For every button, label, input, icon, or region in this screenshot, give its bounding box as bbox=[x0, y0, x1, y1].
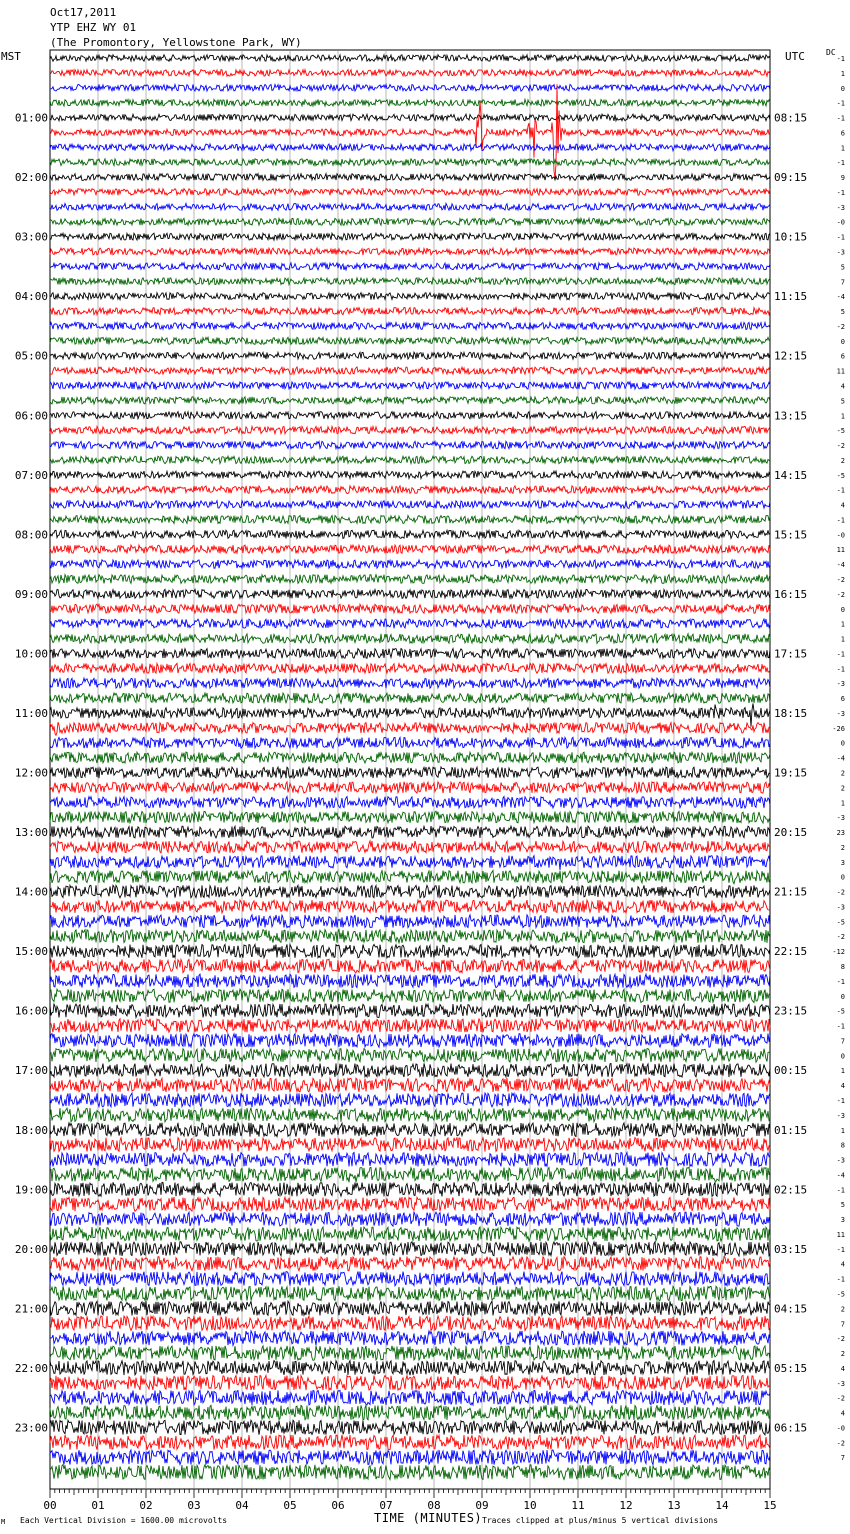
dc-offset-value: -1 bbox=[836, 1096, 845, 1105]
dc-offset-value: 1 bbox=[840, 412, 845, 421]
seismogram-trace bbox=[50, 114, 770, 121]
dc-offset-value: 0 bbox=[840, 337, 845, 346]
seismogram-trace bbox=[50, 915, 770, 928]
dc-offset-value: -1 bbox=[836, 1022, 845, 1031]
mst-hour-label: 22:00 bbox=[14, 1361, 48, 1375]
dc-offset-value: 1 bbox=[840, 1067, 845, 1076]
dc-offset-value: 0 bbox=[840, 992, 845, 1001]
seismogram-trace bbox=[50, 367, 770, 374]
seismogram-trace bbox=[50, 1301, 770, 1315]
utc-hour-label: 15:15 bbox=[774, 528, 808, 542]
seismogram-trace bbox=[50, 456, 770, 463]
mst-hour-label: 07:00 bbox=[14, 468, 48, 482]
dc-offset-value: -5 bbox=[836, 918, 845, 927]
seismogram-trace bbox=[50, 308, 770, 315]
seismogram-trace bbox=[50, 70, 770, 77]
dc-offset-value: 4 bbox=[840, 1364, 845, 1373]
dc-offset-value: 1 bbox=[840, 69, 845, 78]
seismogram-trace bbox=[50, 486, 770, 494]
dc-offset-value: 1 bbox=[840, 620, 845, 629]
dc-offset-value: 5 bbox=[840, 263, 845, 272]
dc-offset-value: -2 bbox=[836, 322, 845, 331]
seismogram-trace bbox=[50, 974, 770, 987]
utc-hour-label: 23:15 bbox=[774, 1004, 808, 1018]
dc-offset-value: -3 bbox=[836, 1156, 845, 1165]
seismogram-trace bbox=[50, 693, 770, 703]
seismogram-trace bbox=[50, 144, 770, 151]
seismogram-trace bbox=[50, 1361, 770, 1376]
seismogram-trace bbox=[50, 337, 770, 344]
utc-hour-label: 11:15 bbox=[774, 290, 808, 304]
dc-offset-value: 8 bbox=[840, 963, 845, 972]
dc-offset-value: 2 bbox=[840, 1305, 845, 1314]
mst-hour-label: 02:00 bbox=[14, 171, 48, 185]
utc-hour-label: 03:15 bbox=[774, 1242, 808, 1256]
seismogram-trace bbox=[50, 678, 770, 688]
dc-offset-value: 7 bbox=[840, 1454, 845, 1463]
x-tick-label: 00 bbox=[43, 1499, 57, 1512]
x-tick-label: 02 bbox=[139, 1499, 153, 1512]
seismogram-trace bbox=[50, 767, 770, 778]
dc-offset-value: -3 bbox=[836, 203, 845, 212]
x-tick-label: 12 bbox=[619, 1499, 633, 1512]
dc-offset-value: -3 bbox=[836, 1379, 845, 1388]
dc-offset-value: -1 bbox=[836, 1245, 845, 1254]
seismogram-trace bbox=[50, 248, 770, 255]
utc-hour-label: 14:15 bbox=[774, 468, 808, 482]
utc-hour-label: 08:15 bbox=[774, 111, 808, 125]
x-tick-label: 14 bbox=[715, 1499, 729, 1512]
x-tick-label: 09 bbox=[475, 1499, 489, 1512]
utc-hour-label: 17:15 bbox=[774, 647, 808, 661]
right-timezone-label: UTC bbox=[785, 50, 805, 63]
seismogram-trace bbox=[50, 649, 770, 659]
seismogram-trace bbox=[50, 1435, 770, 1450]
seismogram-trace bbox=[50, 1346, 770, 1361]
mst-hour-label: 10:00 bbox=[14, 647, 48, 661]
seismogram-trace bbox=[50, 1227, 770, 1241]
dc-offset-value: -3 bbox=[836, 680, 845, 689]
seismogram-trace bbox=[50, 99, 770, 106]
seismogram-trace bbox=[50, 1167, 770, 1182]
utc-hour-label: 18:15 bbox=[774, 706, 808, 720]
seismogram-trace bbox=[50, 1034, 770, 1048]
mst-hour-label: 21:00 bbox=[14, 1302, 48, 1316]
seismogram-trace bbox=[50, 885, 770, 898]
seismogram-trace bbox=[50, 663, 770, 673]
dc-offset-value: 6 bbox=[840, 695, 845, 704]
seismogram-trace bbox=[50, 1197, 770, 1211]
dc-offset-value: -5 bbox=[836, 427, 845, 436]
seismogram-trace bbox=[50, 218, 770, 225]
seismogram-trace bbox=[50, 1286, 770, 1300]
dc-offset-value: 4 bbox=[840, 1409, 845, 1418]
seismogram-trace bbox=[50, 959, 770, 972]
dc-offset-value: 23 bbox=[836, 829, 845, 838]
x-tick-label: 03 bbox=[187, 1499, 201, 1512]
dc-offset-value: -2 bbox=[836, 1439, 845, 1448]
dc-offset-value: 5 bbox=[840, 308, 845, 317]
dc-offset-value: -3 bbox=[836, 248, 845, 257]
dc-offset-value: -3 bbox=[836, 709, 845, 718]
dc-offset-value: -5 bbox=[836, 471, 845, 480]
dc-offset-value: -1 bbox=[836, 159, 845, 168]
mst-hour-label: 16:00 bbox=[14, 1004, 48, 1018]
utc-hour-label: 00:15 bbox=[774, 1064, 808, 1078]
seismogram-trace bbox=[50, 589, 770, 598]
seismogram-trace bbox=[50, 530, 770, 538]
station-id: YTP EHZ WY 01 bbox=[50, 21, 137, 34]
utc-hour-label: 06:15 bbox=[774, 1421, 808, 1435]
mst-hour-label: 04:00 bbox=[14, 290, 48, 304]
dc-offset-value: -1 bbox=[836, 1186, 845, 1195]
utc-hour-label: 22:15 bbox=[774, 945, 808, 959]
seismogram-trace bbox=[50, 737, 770, 748]
utc-hour-label: 21:15 bbox=[774, 885, 808, 899]
dc-offset-value: 5 bbox=[840, 397, 845, 406]
dc-offset-value: 7 bbox=[840, 1037, 845, 1046]
dc-offset-value: 0 bbox=[840, 873, 845, 882]
seismogram-trace bbox=[50, 1123, 770, 1137]
dc-offset-value: -2 bbox=[836, 590, 845, 599]
seismogram-trace bbox=[50, 1182, 770, 1196]
seismogram-trace bbox=[50, 1242, 770, 1256]
mst-hour-label: 06:00 bbox=[14, 409, 48, 423]
seismogram-trace bbox=[50, 293, 770, 300]
dc-offset-value: 1 bbox=[840, 635, 845, 644]
utc-hour-label: 04:15 bbox=[774, 1302, 808, 1316]
seismogram-trace bbox=[50, 501, 770, 509]
utc-hour-label: 05:15 bbox=[774, 1361, 808, 1375]
seismogram-trace bbox=[50, 619, 770, 628]
station-location: (The Promontory, Yellowstone Park, WY) bbox=[50, 36, 302, 49]
seismogram-trace bbox=[50, 1153, 770, 1167]
dc-offset-value: -1 bbox=[836, 665, 845, 674]
seismogram-trace bbox=[50, 1450, 770, 1465]
mst-hour-label: 14:00 bbox=[14, 885, 48, 899]
seismogram-trace bbox=[50, 203, 770, 210]
dc-offset-value: -1 bbox=[836, 977, 845, 986]
seismogram-trace bbox=[50, 782, 770, 793]
utc-hour-label: 12:15 bbox=[774, 349, 808, 363]
x-tick-label: 01 bbox=[91, 1499, 105, 1512]
dc-offset-value: -0 bbox=[836, 218, 845, 227]
x-tick-label: 04 bbox=[235, 1499, 249, 1512]
seismogram-trace bbox=[50, 189, 770, 196]
dc-offset-value: 11 bbox=[836, 546, 845, 555]
mst-hour-label: 01:00 bbox=[14, 111, 48, 125]
dc-offset-value: 2 bbox=[840, 843, 845, 852]
seismogram-trace bbox=[50, 1390, 770, 1405]
dc-offset-value: -1 bbox=[836, 55, 845, 63]
dc-offset-value: -4 bbox=[836, 1171, 845, 1180]
dc-offset-value: -1 bbox=[836, 486, 845, 495]
seismogram-trace bbox=[50, 1078, 770, 1092]
dc-offset-value: -5 bbox=[836, 1007, 845, 1016]
scale-note: Each Vertical Division = 1600.00 microvolts bbox=[20, 1516, 228, 1525]
seismogram-trace bbox=[50, 1063, 770, 1077]
seismogram-trace bbox=[50, 871, 770, 884]
dc-offset-value: -2 bbox=[836, 888, 845, 897]
dc-offset-value: 6 bbox=[840, 129, 845, 138]
seismogram-trace bbox=[50, 85, 770, 92]
seismogram-trace bbox=[50, 1093, 770, 1107]
seismogram-trace bbox=[50, 412, 770, 419]
seismogram-trace bbox=[50, 1019, 770, 1033]
dc-offset-value: -12 bbox=[832, 948, 845, 957]
seismogram-trace bbox=[50, 1316, 770, 1331]
dc-offset-value: -3 bbox=[836, 814, 845, 823]
utc-hour-label: 01:15 bbox=[774, 1123, 808, 1137]
mst-hour-label: 18:00 bbox=[14, 1123, 48, 1137]
x-tick-label: 15 bbox=[763, 1499, 777, 1512]
seismogram-trace bbox=[50, 352, 770, 359]
seismogram-trace bbox=[50, 752, 770, 763]
dc-offset-value: 2 bbox=[840, 784, 845, 793]
seismogram-trace bbox=[50, 841, 770, 853]
mst-hour-label: 15:00 bbox=[14, 945, 48, 959]
dc-offset-value: 3 bbox=[840, 858, 845, 867]
dc-offset-value: -3 bbox=[836, 903, 845, 912]
mst-hour-label: 08:00 bbox=[14, 528, 48, 542]
mst-hour-label: 20:00 bbox=[14, 1242, 48, 1256]
seismogram-trace bbox=[50, 1004, 770, 1018]
seismogram-trace bbox=[50, 382, 770, 389]
x-tick-label: 11 bbox=[571, 1499, 585, 1512]
dc-offset-value: -2 bbox=[836, 1335, 845, 1344]
seismogram-trace bbox=[50, 1049, 770, 1063]
seismogram-trace bbox=[50, 397, 770, 404]
x-axis-title: TIME (MINUTES) bbox=[374, 1511, 483, 1525]
dc-offset-value: 2 bbox=[840, 1350, 845, 1359]
utc-hour-label: 10:15 bbox=[774, 230, 808, 244]
dc-offset-value: 8 bbox=[840, 1141, 845, 1150]
dc-offset-value: -4 bbox=[836, 754, 845, 763]
x-tick-label: 06 bbox=[331, 1499, 345, 1512]
seismogram-trace bbox=[50, 1108, 770, 1122]
seismogram-trace bbox=[50, 811, 770, 823]
seismogram-trace bbox=[50, 944, 770, 957]
seismogram-trace bbox=[50, 1465, 770, 1480]
x-tick-label: 07 bbox=[379, 1499, 393, 1512]
dc-offset-value: -1 bbox=[836, 114, 845, 123]
x-tick-label: 13 bbox=[667, 1499, 681, 1512]
seismogram-trace bbox=[50, 233, 770, 240]
dc-offset-value: -1 bbox=[836, 233, 845, 242]
utc-hour-label: 20:15 bbox=[774, 826, 808, 840]
seismogram-trace bbox=[50, 1420, 770, 1435]
dc-offset-value: 4 bbox=[840, 382, 845, 391]
mst-hour-label: 03:00 bbox=[14, 230, 48, 244]
dc-offset-value: -1 bbox=[836, 516, 845, 525]
x-tick-label: 05 bbox=[283, 1499, 297, 1512]
utc-hour-label: 09:15 bbox=[774, 171, 808, 185]
dc-offset-value: 0 bbox=[840, 605, 845, 614]
dc-offset-value: 4 bbox=[840, 1260, 845, 1269]
left-timezone-label: MST bbox=[1, 50, 21, 63]
seismogram-trace bbox=[50, 826, 770, 838]
seismogram-trace bbox=[50, 604, 770, 613]
seismogram-trace bbox=[50, 1272, 770, 1286]
dc-offset-value: 1 bbox=[840, 1126, 845, 1135]
seismogram-trace bbox=[50, 1257, 770, 1271]
dc-offset-value: 3 bbox=[840, 1216, 845, 1225]
x-tick-label: 10 bbox=[523, 1499, 537, 1512]
clip-note: Traces clipped at plus/minus 5 vertical divisions bbox=[482, 1516, 719, 1525]
mst-hour-label: 09:00 bbox=[14, 587, 48, 601]
dc-offset-value: 4 bbox=[840, 501, 845, 510]
dc-offset-value: -1 bbox=[836, 99, 845, 108]
seismogram-trace bbox=[50, 703, 770, 726]
dc-offset-value: -1 bbox=[836, 650, 845, 659]
dc-offset-value: -1 bbox=[836, 1275, 845, 1284]
seismogram-trace bbox=[50, 441, 770, 448]
seismogram-trace bbox=[50, 322, 770, 329]
x-tick-label: 08 bbox=[427, 1499, 441, 1512]
seismogram-trace bbox=[50, 930, 770, 943]
seismogram-trace bbox=[50, 1331, 770, 1346]
mst-hour-label: 11:00 bbox=[14, 706, 48, 720]
seismogram-trace bbox=[50, 55, 770, 62]
seismogram-trace bbox=[50, 797, 770, 809]
seismogram-trace bbox=[50, 560, 770, 569]
dc-offset-value: 2 bbox=[840, 769, 845, 778]
dc-offset-value: -1 bbox=[836, 188, 845, 197]
dc-offset-value: 9 bbox=[840, 174, 845, 183]
seismogram-trace bbox=[50, 1212, 770, 1226]
dc-offset-value: -2 bbox=[836, 442, 845, 451]
utc-hour-label: 13:15 bbox=[774, 409, 808, 423]
dc-offset-value: 11 bbox=[836, 367, 845, 376]
dc-offset-value: 7 bbox=[840, 278, 845, 287]
dc-offset-value: 1 bbox=[840, 799, 845, 808]
dc-offset-value: -4 bbox=[836, 293, 845, 302]
chart-date: Oct17,2011 bbox=[50, 6, 117, 19]
dc-offset-value: 6 bbox=[840, 352, 845, 361]
dc-offset-value: -3 bbox=[836, 1111, 845, 1120]
seismogram-trace bbox=[50, 278, 770, 285]
seismogram-trace bbox=[50, 856, 770, 870]
seismogram-trace bbox=[50, 634, 770, 644]
mst-hour-label: 23:00 bbox=[14, 1421, 48, 1435]
seismogram-trace bbox=[50, 471, 770, 478]
dc-offset-value: -5 bbox=[836, 1290, 845, 1299]
corner-mark: M bbox=[1, 1518, 6, 1526]
dc-offset-value: -4 bbox=[836, 561, 845, 570]
seismogram-trace bbox=[50, 575, 770, 584]
seismogram-trace bbox=[50, 174, 770, 181]
seismogram-trace bbox=[50, 900, 770, 913]
mst-hour-label: 17:00 bbox=[14, 1064, 48, 1078]
seismogram-trace bbox=[50, 427, 770, 434]
seismogram-trace bbox=[50, 545, 770, 553]
dc-offset-value: 0 bbox=[840, 1052, 845, 1061]
mst-hour-label: 13:00 bbox=[14, 826, 48, 840]
mst-hour-label: 12:00 bbox=[14, 766, 48, 780]
dc-offset-value: -0 bbox=[836, 1424, 845, 1433]
utc-hour-label: 16:15 bbox=[774, 587, 808, 601]
mst-hour-label: 19:00 bbox=[14, 1183, 48, 1197]
dc-offset-value: 5 bbox=[840, 1201, 845, 1210]
mst-hour-label: 05:00 bbox=[14, 349, 48, 363]
seismogram-trace bbox=[50, 159, 770, 166]
dc-offset-value: -26 bbox=[832, 724, 845, 733]
dc-offset-value: -2 bbox=[836, 1394, 845, 1403]
seismogram-trace bbox=[50, 1138, 770, 1152]
seismogram-trace bbox=[50, 516, 770, 524]
dc-offset-value: -2 bbox=[836, 933, 845, 942]
dc-offset-value: -2 bbox=[836, 575, 845, 584]
dc-offset-value: 7 bbox=[840, 1320, 845, 1329]
utc-hour-label: 19:15 bbox=[774, 766, 808, 780]
dc-offset-value: 11 bbox=[836, 1230, 845, 1239]
dc-offset-header: DC bbox=[826, 48, 836, 57]
dc-offset-value: 4 bbox=[840, 1082, 845, 1091]
dc-offset-value: -0 bbox=[836, 531, 845, 540]
seismogram-trace bbox=[50, 989, 770, 1002]
utc-hour-label: 02:15 bbox=[774, 1183, 808, 1197]
seismogram-trace bbox=[50, 1376, 770, 1391]
dc-offset-value: 2 bbox=[840, 456, 845, 465]
seismogram-trace bbox=[50, 263, 770, 270]
dc-offset-value: 1 bbox=[840, 144, 845, 153]
seismogram-trace bbox=[50, 1405, 770, 1420]
seismogram-trace bbox=[50, 722, 770, 735]
dc-offset-value: 0 bbox=[840, 739, 845, 748]
dc-offset-value: 0 bbox=[840, 84, 845, 93]
